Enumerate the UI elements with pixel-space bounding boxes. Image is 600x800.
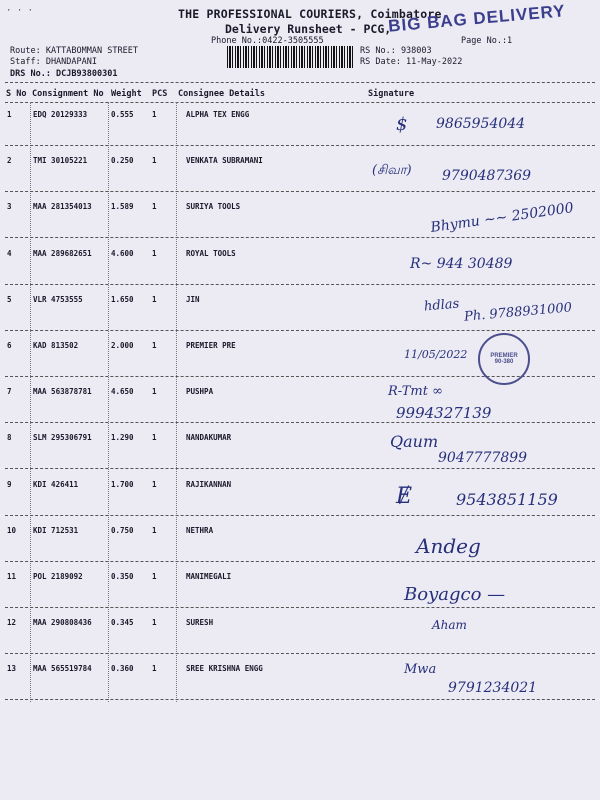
row-consignment: VLR 4753555 <box>33 295 83 304</box>
signature-phone-8: 9047777899 <box>438 450 528 466</box>
row-weight: 1.650 <box>111 295 134 304</box>
row-pcs: 1 <box>152 664 157 673</box>
row-consignee: ROYAL TOOLS <box>186 249 236 258</box>
row-weight: 1.589 <box>111 202 134 211</box>
col-consignee: Consignee Details <box>178 89 265 99</box>
row-consignment: MAA 290808436 <box>33 618 92 627</box>
row-divider <box>5 191 595 192</box>
row-consignment: POL 2189092 <box>33 572 83 581</box>
row-pcs: 1 <box>152 387 157 396</box>
row-divider <box>5 422 595 423</box>
signature-9: Ɇ <box>396 484 413 509</box>
row-consignee: SURIYA TOOLS <box>186 202 241 211</box>
row-weight: 1.290 <box>111 433 134 442</box>
row-pcs: 1 <box>152 572 157 581</box>
row-pcs: 1 <box>152 156 157 165</box>
signature-3: Bhymu ~~ 2502000 <box>429 200 575 236</box>
row-weight: 0.350 <box>111 572 134 581</box>
row-pcs: 1 <box>152 618 157 627</box>
col-sno: S No <box>6 89 27 99</box>
col-pcs: PCS <box>152 89 168 99</box>
row-weight: 0.360 <box>111 664 134 673</box>
row-consignment: KAD 813502 <box>33 341 79 350</box>
row-pcs: 1 <box>152 526 157 535</box>
row-divider <box>5 607 595 608</box>
row-consignee: NETHRA <box>186 526 214 535</box>
big-bag-stamp: BIG BAG DELIVERY <box>387 1 567 36</box>
row-consignment: KDI 426411 <box>33 480 79 489</box>
row-consignee: PUSHPA <box>186 387 214 396</box>
row-consignment: MAA 289682651 <box>33 249 92 258</box>
row-weight: 0.555 <box>111 110 134 119</box>
row-weight: 0.250 <box>111 156 134 165</box>
row-consignee: SREE KRISHNA ENGG <box>186 664 263 673</box>
row-consignee: ALPHA TEX ENGG <box>186 110 250 119</box>
row-divider <box>5 561 595 562</box>
drs-number: DRS No.: DCJB93800301 <box>10 69 118 79</box>
row-weight: 2.000 <box>111 341 134 350</box>
signature-phone-7: 9994327139 <box>396 404 492 422</box>
divider <box>5 102 595 103</box>
phone-number: Phone No.:0422-3505555 <box>211 36 324 46</box>
col-consignment: Consignment No <box>32 89 104 99</box>
row-divider <box>5 330 595 331</box>
column-line <box>30 102 31 702</box>
row-sno: 4 <box>7 249 12 258</box>
signature-13: Mwa <box>404 662 437 677</box>
row-consignment: MAA 563878781 <box>33 387 92 396</box>
signature-1: $ <box>396 114 408 135</box>
row-weight: 1.700 <box>111 480 134 489</box>
row-sno: 2 <box>7 156 12 165</box>
col-weight: Weight <box>111 89 142 99</box>
staff: Staff: DHANDAPANI <box>10 57 97 67</box>
row-consignment: MAA 565519784 <box>33 664 92 673</box>
row-divider <box>5 145 595 146</box>
row-consignment: EDQ 20129333 <box>33 110 88 119</box>
row-sno: 7 <box>7 387 12 396</box>
row-weight: 0.345 <box>111 618 134 627</box>
row-consignee: MANIMEGALI <box>186 572 232 581</box>
row-sno: 11 <box>7 572 17 581</box>
barcode <box>227 46 353 68</box>
signature-11: Boyagco — <box>404 584 506 605</box>
signature-5: hdlas <box>423 296 460 315</box>
row-divider <box>5 284 595 285</box>
row-weight: 4.600 <box>111 249 134 258</box>
signature-phone-5: Ph. 9788931000 <box>463 300 573 325</box>
row-sno: 6 <box>7 341 12 350</box>
row-sno: 1 <box>7 110 12 119</box>
row-divider <box>5 468 595 469</box>
row-sno: 13 <box>7 664 17 673</box>
signature-4: R~ 944 30489 <box>410 256 513 272</box>
signature-phone-1: 9865954044 <box>436 116 526 132</box>
row-pcs: 1 <box>152 249 157 258</box>
row-divider <box>5 237 595 238</box>
row-pcs: 1 <box>152 202 157 211</box>
row-consignee: NANDAKUMAR <box>186 433 232 442</box>
row-divider <box>5 653 595 654</box>
row-consignee: JIN <box>186 295 200 304</box>
row-pcs: 1 <box>152 110 157 119</box>
row-consignee: SURESH <box>186 618 214 627</box>
row-consignee: RAJIKANNAN <box>186 480 232 489</box>
route: Route: KATTABOMMAN STREET <box>10 46 138 56</box>
signature-10: Andeg <box>416 534 481 558</box>
rs-number: RS No.: 938003 <box>360 46 432 56</box>
signature-date-6: 11/05/2022 <box>404 348 468 361</box>
row-consignment: MAA 281354013 <box>33 202 92 211</box>
row-pcs: 1 <box>152 433 157 442</box>
signature-phone-9: 9543851159 <box>456 490 558 509</box>
row-sno: 8 <box>7 433 12 442</box>
row-sno: 3 <box>7 202 12 211</box>
row-weight: 0.750 <box>111 526 134 535</box>
row-pcs: 1 <box>152 295 157 304</box>
premier-stamp: PREMIER 90-380 <box>478 333 530 385</box>
column-line <box>176 102 177 702</box>
row-consignee: PREMIER PRE <box>186 341 236 350</box>
company-title: THE PROFESSIONAL COURIERS, Coimbatore <box>178 7 442 21</box>
signature-phone-2: 9790487369 <box>442 168 532 184</box>
signature-8: Qaum <box>390 432 439 451</box>
rs-date: RS Date: 11-May-2022 <box>360 57 463 67</box>
divider <box>5 82 595 83</box>
signature-12: Aham <box>432 618 467 632</box>
row-consignment: SLM 295306791 <box>33 433 92 442</box>
signature-2: (சிவா) <box>372 163 412 178</box>
runsheet-subtitle: Delivery Runsheet - PCG, <box>225 22 392 36</box>
row-sno: 9 <box>7 480 12 489</box>
row-consignment: TMI 30105221 <box>33 156 88 165</box>
row-divider <box>5 515 595 516</box>
row-consignee: VENKATA SUBRAMANI <box>186 156 263 165</box>
row-divider <box>5 699 595 700</box>
signature-7: R-Tmt ∞ <box>388 384 443 399</box>
page-number: Page No.:1 <box>461 36 513 46</box>
row-pcs: 1 <box>152 480 157 489</box>
signature-phone-13: 9791234021 <box>448 680 538 696</box>
row-pcs: 1 <box>152 341 157 350</box>
col-signature: Signature <box>368 89 415 99</box>
row-sno: 10 <box>7 526 17 535</box>
scan-marks: · · · <box>6 6 34 16</box>
row-sno: 5 <box>7 295 12 304</box>
row-consignment: KDI 712531 <box>33 526 79 535</box>
row-sno: 12 <box>7 618 17 627</box>
column-line <box>108 102 109 702</box>
row-weight: 4.650 <box>111 387 134 396</box>
